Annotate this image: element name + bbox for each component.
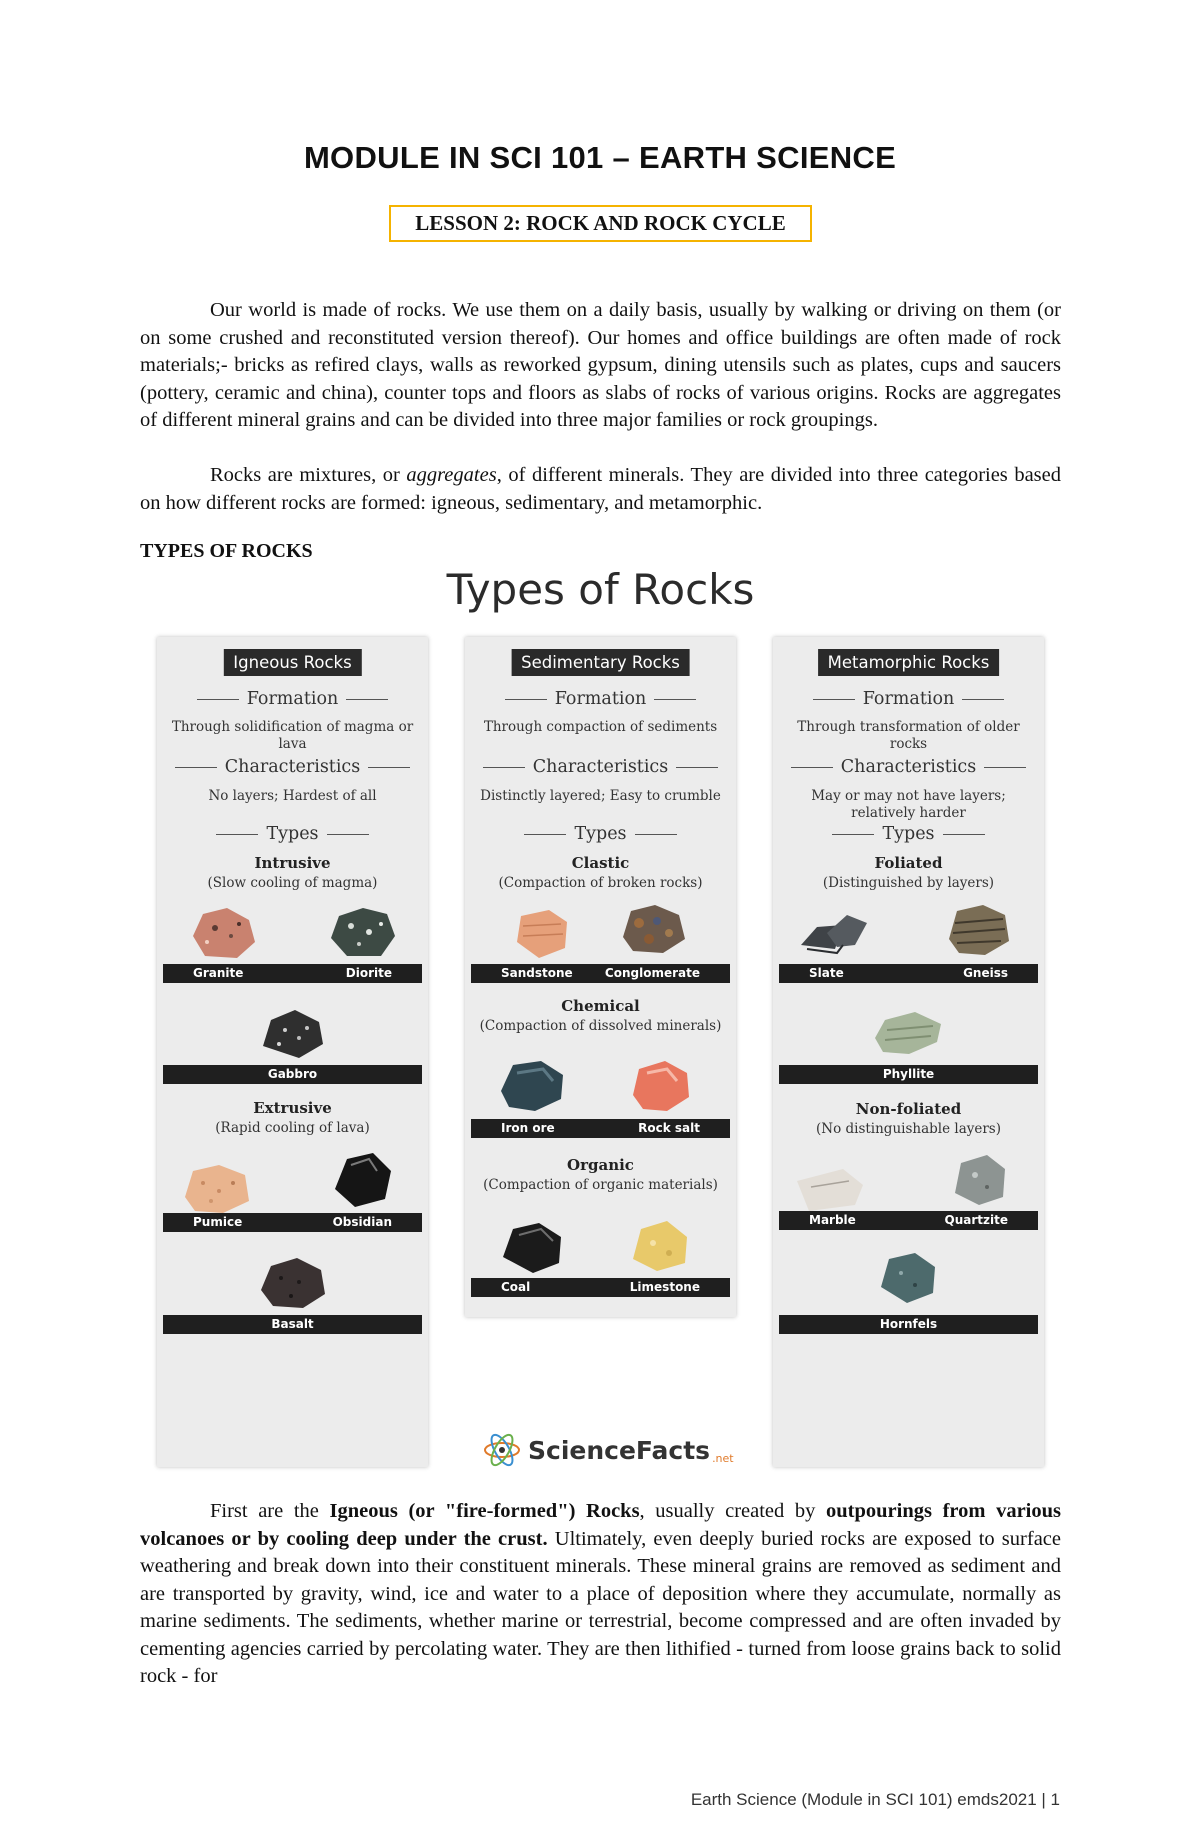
body-p-a: First are the: [210, 1500, 330, 1522]
pumice-image: [179, 1157, 253, 1217]
section-heading: TYPES OF ROCKS: [140, 540, 313, 562]
intro-p2-b: , of different minerals. They are divided into three categories based on how different rocks are formed: igneous, sedimentary, and metamorphic.: [140, 464, 1061, 514]
diorite-image: [325, 902, 399, 962]
igneous-column: [157, 637, 428, 1467]
iron-ore-label: Iron ore: [501, 1121, 555, 1135]
sedimentary-header: Sedimentary Rocks: [511, 649, 690, 676]
chemical-label-bar: [471, 1119, 730, 1138]
pumice-label: Pumice: [193, 1215, 243, 1229]
module-title: MODULE IN SCI 101 – EARTH SCIENCE: [303, 140, 897, 175]
iron-ore-image: [495, 1055, 569, 1115]
intrusive-subtitle: (Slow cooling of magma): [207, 875, 378, 891]
body-p-d: Ultimately, even deeply buried rocks are exposed to surface weathering and break down into their constituent minerals. These mineral grains are removed as sediment and are transported by gravity, wind, ice and water to a place of deposition where they accumulate, normally as marine sediments. The sediments, whether marine or terrestrial, become compressed and are often invaded by cementing agencies carried by percolating water. They are then lithified - turned from loose grains back to solid rock - for: [140, 1527, 1061, 1687]
types-heading: Types: [773, 824, 1044, 844]
metamorphic-column: [773, 637, 1044, 1467]
gabbro-label-bar: [163, 1065, 422, 1084]
metamorphic-formation: Through transformation of older rocks: [797, 719, 1020, 752]
organic-label-bar: [471, 1278, 730, 1297]
extrusive-label-bar-1: [163, 1213, 422, 1232]
igneous-characteristics: No layers; Hardest of all: [208, 788, 377, 804]
metamorphic-header: Metamorphic Rocks: [818, 649, 1000, 676]
types-heading: Types: [465, 824, 736, 844]
sedimentary-column: [465, 637, 736, 1317]
types-of-rocks-infographic: [157, 565, 1044, 1480]
clastic-label-bar: [471, 964, 730, 983]
intro-paragraph-2: [140, 462, 1061, 517]
page-footer: Earth Science (Module in SCI 101) emds2021 | 1: [690, 1790, 1060, 1809]
sedimentary-formation: Through compaction of sediments: [483, 719, 718, 735]
formation-heading: Formation: [465, 689, 736, 709]
non-foliated-subtitle: (No distinguishable layers): [815, 1121, 1002, 1137]
lesson-title: LESSON 2: ROCK AND ROCK CYCLE: [389, 205, 812, 242]
obsidian-label: Obsidian: [332, 1215, 392, 1229]
body-p-bold-2: outpourings from various volcanoes or by cooling deep under the crust.: [140, 1500, 1061, 1550]
quartzite-label: Quartzite: [944, 1213, 1008, 1227]
hornfels-image: [871, 1247, 945, 1307]
intrusive-title: Intrusive: [254, 854, 331, 872]
logo-suffix: .net: [712, 1452, 734, 1465]
slate-label: Slate: [809, 966, 844, 980]
characteristics-heading: Characteristics: [773, 757, 1044, 777]
characteristics-heading: Characteristics: [465, 757, 736, 777]
coal-label: Coal: [501, 1280, 531, 1294]
gneiss-image: [941, 899, 1015, 959]
intro-paragraph-1: [140, 297, 1061, 435]
body-p-bold-1: Igneous (or "fire-formed") Rocks: [329, 1500, 640, 1522]
extrusive-subtitle: (Rapid cooling of lava): [215, 1120, 370, 1136]
organic-title: Organic: [567, 1156, 634, 1174]
igneous-header: Igneous Rocks: [223, 649, 361, 676]
characteristics-heading: Characteristics: [157, 757, 428, 777]
gabbro-image: [255, 1002, 329, 1062]
intro-p1-text: Our world is made of rocks. We use them on a daily basis, usually by walking or driving on them (or on some crushed and reconstituted version thereof). Our homes and office buildings are often made of rock materials;- bricks as refired clays, walls as reworked gypsum, dining utensils such as plates, cups and saucers (pottery, ceramic and china), counter tops and floors as slabs of rocks of various origins. Rocks are aggregates of different mineral grains and can be divided into three major families or rock groupings.: [140, 299, 1061, 431]
chemical-title: Chemical: [561, 997, 640, 1015]
phyllite-image: [871, 1002, 945, 1062]
organic-subtitle: (Compaction of organic materials): [483, 1177, 718, 1193]
hornfels-label-bar: [779, 1315, 1038, 1334]
intrusive-label-bar-1: [163, 964, 422, 983]
conglomerate-image: [615, 899, 689, 959]
intro-p2-a: Rocks are mixtures, or: [210, 464, 407, 486]
marble-label: Marble: [809, 1213, 856, 1227]
phyllite-label: Phyllite: [882, 1067, 935, 1081]
non-foliated-title: Non-foliated: [855, 1100, 962, 1118]
phyllite-label-bar: [779, 1065, 1038, 1084]
granite-label: Granite: [193, 966, 244, 980]
limestone-label: Limestone: [629, 1280, 700, 1294]
formation-heading: Formation: [773, 689, 1044, 709]
logo-text: ScienceFacts: [528, 1435, 711, 1465]
body-paragraph: [140, 1498, 1061, 1691]
igneous-formation: Through solidification of magma or lava: [171, 719, 414, 752]
coal-image: [495, 1217, 569, 1277]
slate-image: [797, 905, 871, 965]
basalt-image: [255, 1252, 329, 1312]
atom-icon: [482, 1430, 522, 1470]
conglomerate-label: Conglomerate: [604, 966, 700, 980]
foliated-label-bar: [779, 964, 1038, 983]
body-p-c: , usually created by: [639, 1500, 827, 1522]
clastic-title: Clastic: [571, 854, 630, 872]
formation-heading: Formation: [157, 689, 428, 709]
clastic-subtitle: (Compaction of broken rocks): [498, 875, 703, 891]
sciencefacts-logo: [482, 1430, 734, 1470]
granite-image: [185, 902, 259, 962]
obsidian-image: [325, 1149, 399, 1209]
foliated-subtitle: (Distinguished by layers): [822, 875, 995, 891]
chemical-subtitle: (Compaction of dissolved minerals): [479, 1018, 722, 1034]
hornfels-label: Hornfels: [879, 1317, 938, 1331]
intro-p2-emphasis: aggregates: [406, 464, 497, 486]
basalt-label: Basalt: [271, 1317, 314, 1331]
sandstone-label: Sandstone: [501, 966, 573, 980]
foliated-title: Foliated: [874, 854, 943, 872]
sandstone-image: [505, 902, 579, 962]
metamorphic-characteristics: May or may not have layers; relatively harder: [811, 788, 1006, 821]
types-heading: Types: [157, 824, 428, 844]
rock-salt-image: [623, 1055, 697, 1115]
rock-salt-label: Rock salt: [638, 1121, 700, 1135]
limestone-image: [623, 1215, 697, 1275]
infographic-title: Types of Rocks: [446, 565, 755, 614]
marble-image: [793, 1157, 867, 1217]
extrusive-title: Extrusive: [253, 1099, 332, 1117]
basalt-label-bar: [163, 1315, 422, 1334]
gneiss-label: Gneiss: [963, 966, 1008, 980]
quartzite-image: [941, 1149, 1015, 1209]
diorite-label: Diorite: [345, 966, 392, 980]
gabbro-label: Gabbro: [267, 1067, 318, 1081]
non-foliated-label-bar: [779, 1211, 1038, 1230]
sedimentary-characteristics: Distinctly layered; Easy to crumble: [480, 788, 721, 804]
